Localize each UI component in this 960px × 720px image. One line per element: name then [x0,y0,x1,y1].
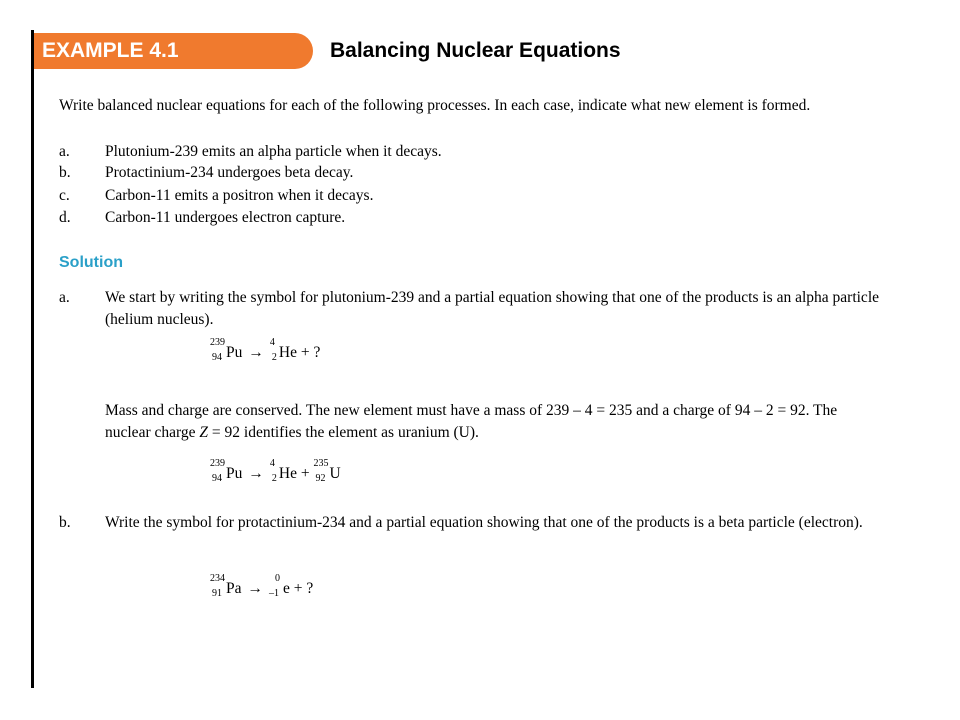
nuclide-pu239: 239 94 Pu [210,337,243,363]
solution-heading: Solution [59,254,123,271]
example-title: Balancing Nuclear Equations [330,39,621,62]
nuclide-he4: 4 2 He [269,337,297,363]
nuclide-electron: 0 –1 e [269,573,290,599]
equation-b1 [210,573,314,608]
item-letter: b. [59,164,71,181]
example-label: EXAMPLE 4.1 [42,39,179,62]
nuclide-he4: 4 2 He [269,458,297,484]
equation-tail: + ? [293,580,314,597]
arrow-symbol: → [247,580,263,597]
nuclide-u235: 235 92 U [313,458,341,484]
problem-intro: Write balanced nuclear equations for each of the following processes. In each case, indicate what new element is formed. [59,97,811,114]
nuclide-pa234: 234 91 Pa [210,573,242,599]
part-text: Write the symbol for protactinium-234 and a partial equation showing that one of the products is a beta particle (electron). [105,514,863,531]
item-text: Plutonium-239 emits an alpha particle when it decays. [105,143,442,160]
equation-tail: + ? [300,344,321,361]
solution-part-b-intro [59,512,889,556]
problem-item-c [59,185,859,206]
problem-item-d [59,207,859,228]
arrow-symbol: → [248,344,264,361]
item-text: Carbon-11 undergoes electron capture. [105,209,346,226]
problem-item-b [59,162,859,183]
item-text: Protactinium-234 undergoes beta decay. [105,164,354,181]
problem-item-a [59,141,859,162]
part-letter: b. [59,514,71,531]
equation-a2 [210,458,341,493]
item-letter: a. [59,143,70,160]
item-letter: c. [59,187,70,204]
item-text: Carbon-11 emits a positron when it decays. [105,187,374,204]
nuclide-pu239: 239 94 Pu [210,458,243,484]
part-letter: a. [59,289,70,306]
solution-part-a-conservation [59,400,889,444]
plus-sign: + [300,465,310,482]
solution-part-a-intro [59,287,889,331]
conservation-text: Mass and charge are conserved. The new element must have a mass of 239 – 4 = 235 and a charge of 94 – 2 = 92. The nuclear charge Z = 92 identifies the element as uranium (U). [105,402,838,441]
part-text: We start by writing the symbol for plutonium-239 and a partial equation showing that one of the products is an alpha particle (helium nucleus). [105,289,880,328]
left-margin-rule [31,30,34,688]
item-letter: d. [59,209,71,226]
equation-a1 [210,337,321,372]
arrow-symbol: → [248,465,264,482]
